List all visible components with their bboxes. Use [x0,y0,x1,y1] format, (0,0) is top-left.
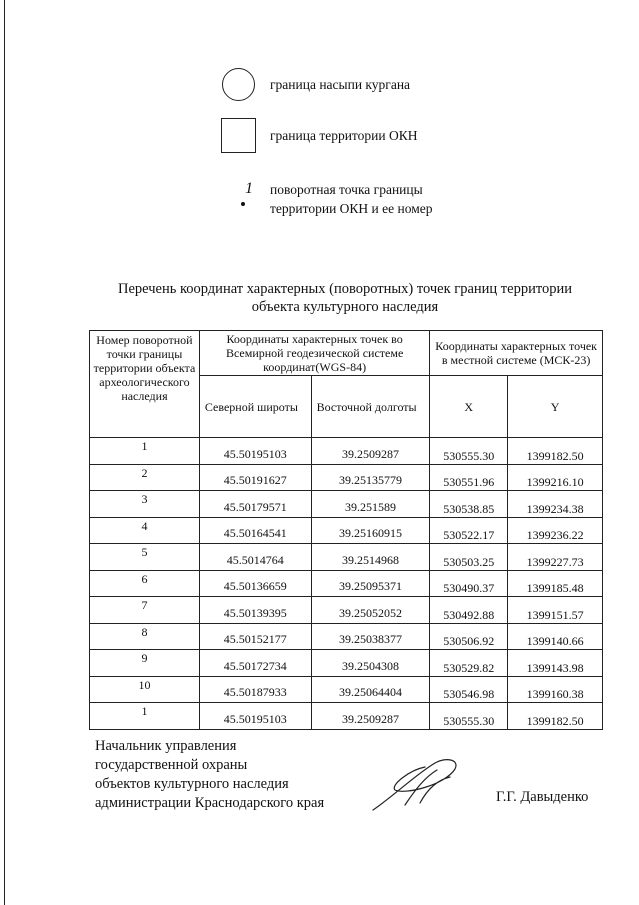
y-cell: 1399143.98 [508,650,603,677]
table-row [90,597,603,624]
point-number-cell: 5 [90,544,200,571]
square-symbol-icon [221,118,256,153]
latitude-cell: 45.50179571 [199,491,311,518]
handwritten-signature [365,755,475,815]
longitude-cell: 39.25064404 [311,676,430,703]
legend-mound-label: граница насыпи кургана [270,77,411,92]
x-cell: 530555.30 [430,438,508,465]
table-row [90,491,603,518]
legend-turn-point-line1: поворотная точка границы [270,182,423,197]
header-x: X [430,376,508,438]
point-number-cell: 1 [90,703,200,730]
point-number-cell: 3 [90,491,200,518]
header-longitude: Восточной долготы [311,376,430,438]
latitude-cell: 45.50172734 [199,650,311,677]
table-row [90,703,603,730]
table-row [90,570,603,597]
table-row [90,676,603,703]
x-cell: 530529.82 [430,650,508,677]
longitude-cell: 39.25135779 [311,464,430,491]
table-row [90,464,603,491]
y-cell: 1399185.48 [508,570,603,597]
longitude-cell: 39.251589 [311,491,430,518]
point-number-cell: 9 [90,650,200,677]
signatory-name: Г.Г. Давыденко [496,789,589,805]
point-number-cell: 4 [90,517,200,544]
latitude-cell: 45.50136659 [199,570,311,597]
latitude-cell: 45.5014764 [199,544,311,571]
y-cell: 1399234.38 [508,491,603,518]
x-cell: 530503.25 [430,544,508,571]
longitude-cell: 39.25095371 [311,570,430,597]
point-number-cell: 7 [90,597,200,624]
longitude-cell: 39.25160915 [311,517,430,544]
longitude-cell: 39.2514968 [311,544,430,571]
point-number-cell: 6 [90,570,200,597]
x-cell: 530555.30 [430,703,508,730]
header-y: Y [508,376,603,438]
x-cell: 530546.98 [430,676,508,703]
latitude-cell: 45.50195103 [199,703,311,730]
header-wgs: Координаты характерных точек во Всемирной геодезической системе координат(WGS-84) [199,331,429,376]
y-cell: 1399140.66 [508,623,603,650]
table-row [90,438,603,465]
y-cell: 1399182.50 [508,438,603,465]
x-cell: 530490.37 [430,570,508,597]
longitude-cell: 39.2504308 [311,650,430,677]
latitude-cell: 45.50152177 [199,623,311,650]
x-cell: 530522.17 [430,517,508,544]
point-number-cell: 1 [90,438,200,465]
legend-mound [220,68,410,101]
longitude-cell: 39.2509287 [311,438,430,465]
y-cell: 1399227.73 [508,544,603,571]
latitude-cell: 45.50191627 [199,464,311,491]
header-msk: Координаты характерных точек в местной системе (МСК-23) [430,331,603,376]
y-cell: 1399160.38 [508,676,603,703]
point-number-cell: 10 [90,676,200,703]
coordinates-table [89,330,603,730]
longitude-cell: 39.25038377 [311,623,430,650]
table-row [90,650,603,677]
circle-symbol-icon [222,68,255,101]
latitude-cell: 45.50195103 [199,438,311,465]
table-row [90,517,603,544]
x-cell: 530551.96 [430,464,508,491]
table-row [90,623,603,650]
legend-okn-label: граница территории ОКН [270,128,418,143]
latitude-cell: 45.50139395 [199,597,311,624]
point-number-cell: 2 [90,464,200,491]
signatory-position: Начальник управления государственной охраны объектов культурного наследия администрации Краснодарского края [95,738,325,811]
y-cell: 1399216.10 [508,464,603,491]
legend-turn-point-line2: территории ОКН и ее номер [270,201,433,216]
y-cell: 1399236.22 [508,517,603,544]
latitude-cell: 45.50187933 [199,676,311,703]
table-row [90,544,603,571]
turn-point-symbol-icon: 1 [223,184,253,214]
legend-turn-point [220,180,433,218]
x-cell: 530538.85 [430,491,508,518]
longitude-cell: 39.25052052 [311,597,430,624]
header-point-number: Номер поворотной точки границы территории объекта археологического наследия [90,331,200,438]
latitude-cell: 45.50164541 [199,517,311,544]
y-cell: 1399151.57 [508,597,603,624]
x-cell: 530506.92 [430,623,508,650]
header-latitude: Северной широты [199,376,311,438]
longitude-cell: 39.2509287 [311,703,430,730]
page-left-border [4,0,5,905]
y-cell: 1399182.50 [508,703,603,730]
legend-okn [220,118,418,153]
x-cell: 530492.88 [430,597,508,624]
document-title: Перечень координат характерных (поворотных) точек границ территории объекта культурного наследия [117,281,573,315]
point-number-cell: 8 [90,623,200,650]
